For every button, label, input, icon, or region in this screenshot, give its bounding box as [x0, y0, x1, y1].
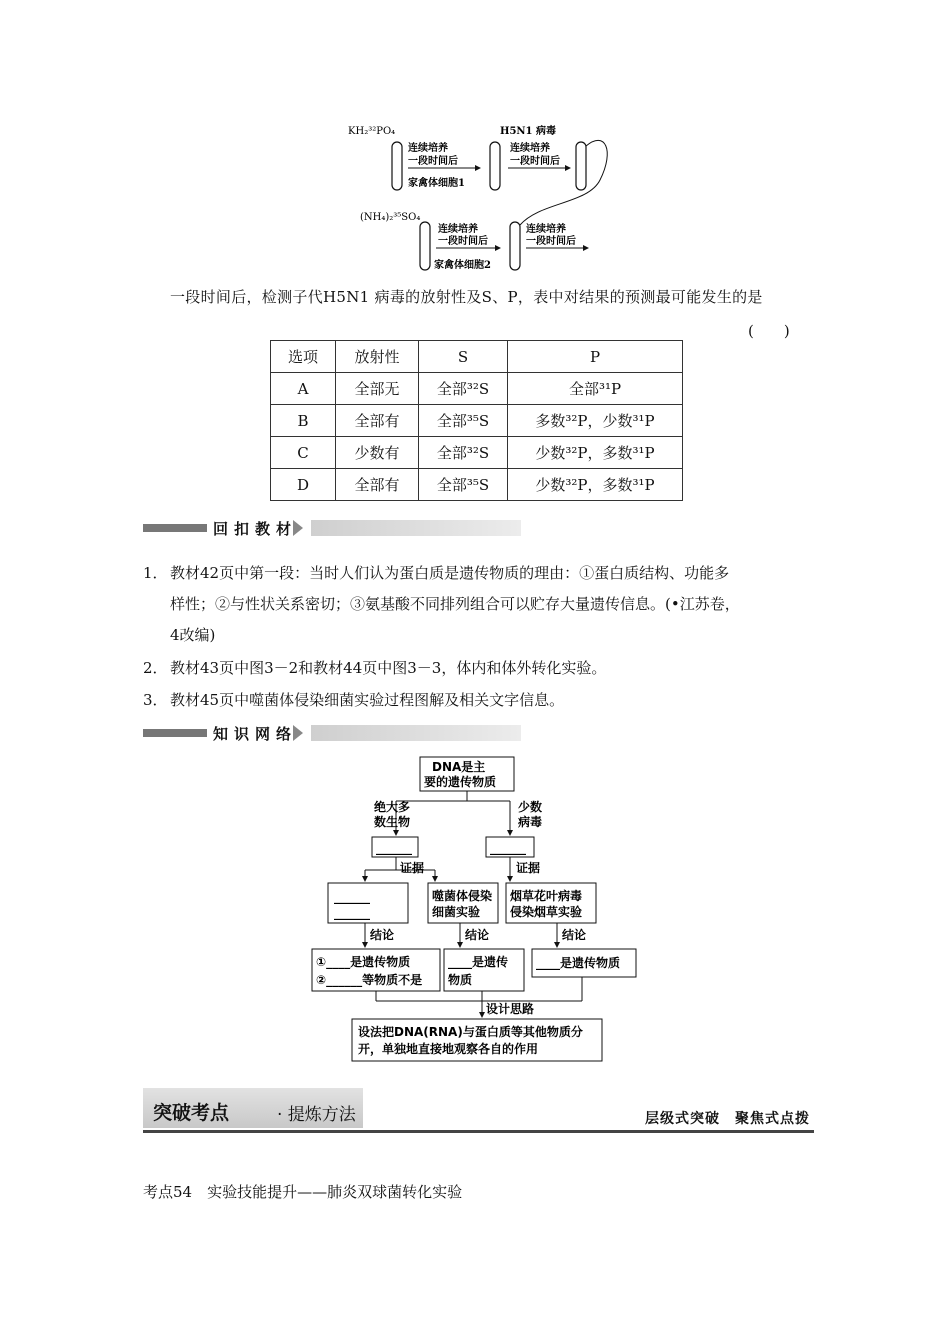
- virus-label: H5N1 病毒: [500, 126, 556, 137]
- knowledge-network-diagram: [310, 755, 640, 1065]
- svg-text:结论: 结论: [562, 928, 587, 942]
- svg-text:连续培养: 连续培养: [510, 143, 550, 154]
- svg-text:结论: 结论: [370, 928, 395, 942]
- table-header-row: 选项 放射性 S P: [271, 341, 683, 373]
- table-row: B 全部有 全部³⁵S 多数³²P，少数³¹P: [271, 405, 683, 437]
- banner-title: 突破考点: [153, 1102, 230, 1124]
- svg-text:______: ______: [376, 841, 412, 855]
- svg-text:____是遗传物质: ____是遗传物质: [536, 956, 621, 970]
- banner-right-text: 层级式突破 聚焦式点拨: [645, 1111, 810, 1127]
- reagent1-label: KH₂³²PO₄: [348, 126, 396, 137]
- svg-text:要的遗传物质: 要的遗传物质: [424, 775, 497, 789]
- test-tube: [490, 142, 500, 190]
- list-item: 1． 教材42页中第一段：当时人们认为蛋白质是遗传物质的理由：①蛋白质结构、功能多 样性；②与性状关系密切；③氨基酸不同排列组合可以贮存大量遗传信息。(•江苏卷， 4改编): [143, 564, 740, 644]
- experiment-diagram: [330, 120, 630, 280]
- svg-text:病毒: 病毒: [518, 815, 543, 829]
- banner-subtitle: · 提炼方法: [277, 1105, 356, 1125]
- list-item: 2． 教材43页中图3－2和教材44页中图3－3，体内和体外转化实验。: [143, 659, 607, 677]
- svg-text:开，单独地直接地观察各自的作用: 开，单独地直接地观察各自的作用: [358, 1042, 539, 1056]
- svg-text:DNA是主: DNA是主: [432, 760, 486, 774]
- svg-text:数生物: 数生物: [374, 815, 411, 829]
- svg-text:②______等物质不是: ②______等物质不是: [316, 973, 423, 987]
- list-item: 3． 教材45页中噬菌体侵染细菌实验过程图解及相关文字信息。: [143, 691, 565, 709]
- svg-text:烟草花叶病毒: 烟草花叶病毒: [510, 889, 583, 903]
- svg-text:连续培养: 连续培养: [438, 224, 478, 235]
- svg-text:①____是遗传物质: ①____是遗传物质: [316, 955, 411, 969]
- test-tube: [420, 222, 430, 270]
- svg-text:一段时间后: 一段时间后: [408, 156, 458, 167]
- kaodian-heading: 考点54 实验技能提升——肺炎双球菌转化实验: [143, 1183, 463, 1201]
- svg-text:______: ______: [334, 890, 370, 904]
- cell1-label: 家禽体细胞1: [408, 178, 465, 189]
- svg-text:一段时间后: 一段时间后: [510, 156, 560, 167]
- test-tube: [576, 142, 586, 190]
- answer-paren: ( ): [748, 322, 790, 340]
- svg-text:连续培养: 连续培养: [408, 143, 448, 154]
- svg-text:侵染烟草实验: 侵染烟草实验: [510, 905, 583, 919]
- svg-text:______: ______: [490, 841, 526, 855]
- options-table: [270, 340, 683, 501]
- svg-text:______: ______: [334, 906, 370, 920]
- section-header-network: 知识网络: [143, 723, 521, 743]
- svg-text:证据: 证据: [400, 861, 425, 875]
- reagent2-label: (NH₄)₂³⁵SO₄: [360, 212, 421, 223]
- svg-text:设计思路: 设计思路: [486, 1002, 535, 1016]
- svg-text:连续培养: 连续培养: [526, 224, 566, 235]
- svg-text:一段时间后: 一段时间后: [438, 236, 488, 247]
- svg-text:绝大多: 绝大多: [374, 800, 411, 814]
- svg-text:少数: 少数: [518, 800, 543, 814]
- question-text: 一段时间后，检测子代H5N1 病毒的放射性及S、P，表中对结果的预测最可能发生的是: [170, 288, 763, 306]
- test-tube: [510, 222, 520, 270]
- svg-text:细菌实验: 细菌实验: [432, 905, 481, 919]
- table-row: D 全部有 全部³⁵S 少数³²P，多数³¹P: [271, 469, 683, 501]
- svg-text:物质: 物质: [448, 973, 473, 987]
- table-row: C 少数有 全部³²S 少数³²P，多数³¹P: [271, 437, 683, 469]
- svg-text:一段时间后: 一段时间后: [526, 236, 576, 247]
- section-banner: [143, 1088, 814, 1134]
- test-tube: [392, 142, 402, 190]
- table-row: A 全部无 全部³²S 全部³¹P: [271, 373, 683, 405]
- svg-text:结论: 结论: [465, 928, 490, 942]
- svg-text:设法把DNA(RNA)与蛋白质等其他物质分: 设法把DNA(RNA)与蛋白质等其他物质分: [358, 1025, 583, 1039]
- svg-text:证据: 证据: [516, 861, 541, 875]
- section-header-review: 回扣教材: [143, 518, 521, 538]
- cell2-label: 家禽体细胞2: [434, 260, 491, 271]
- svg-text:____是遗传: ____是遗传: [448, 955, 509, 969]
- svg-text:噬菌体侵染: 噬菌体侵染: [432, 889, 493, 903]
